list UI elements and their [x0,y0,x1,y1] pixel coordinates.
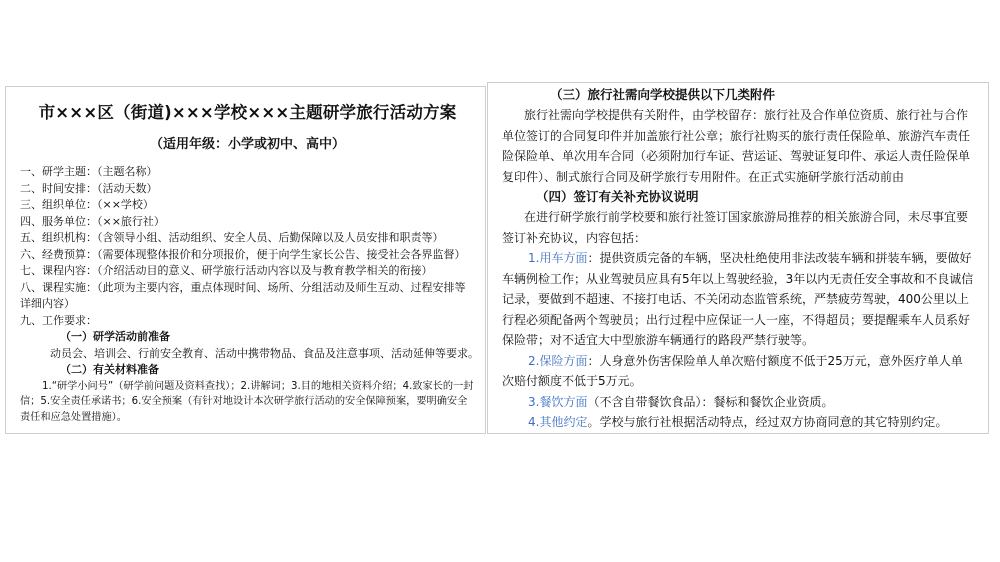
point-vehicle [502,248,974,351]
item-service: 四、服务单位：（××旅行社） [20,214,165,228]
section-pre-activity-text: 动员会、培训会、行前安全教育、活动中携带物品、食品及注意事项、活动延伸等要求。 [50,346,479,360]
point-insurance-text: ：人身意外伤害保险单人单次赔付额度不低于25万元，意外医疗单人单次赔付额度不低于5万元。 [502,353,963,388]
section-materials-title: （二）有关材料准备 [60,363,159,376]
item-theme: 一、研学主题：（主题名称） [20,165,158,178]
point-other-label: 4.其他约定 [528,415,588,429]
section-attachments-title: （三）旅行社需向学校提供以下几类附件 [550,87,776,102]
document-title: 市×××区（街道)×××学校×××主题研学旅行活动方案 [38,103,457,122]
item-organizer: 三、组织单位：（××学校） [20,198,154,211]
point-vehicle-label: 1.用车方面 [528,251,588,265]
point-catering [502,392,974,413]
right-document-panel [487,82,989,434]
point-catering-label: 3.餐饮方面 [528,394,588,409]
section-pre-activity-title: （一）研学活动前准备 [60,330,170,343]
point-other [502,412,974,433]
point-insurance-label: 2.保险方面 [528,353,588,368]
item-budget: 六、经费预算：（需要体现整体报价和分项报价，便于向学生家长公告、接受社会各界监督） [20,247,466,261]
section-agreement-text: 在进行研学旅行前学校要和旅行社签订国家旅游局推荐的相关旅游合同，未尽事宜要签订补充协议，内容包括： [502,210,969,245]
section-attachments-text: 旅行社需向学校提供有关附件，由学校留存：旅行社及合作单位资质、旅行社与合作单位签订的合同复印件并加盖旅行社公章；旅行社购买的旅行责任保险单、旅游汽车责任险保险单、单次用车合同（必须附加行车证、营运证、驾驶证复印件、承运人责任险保单复印件）、制式旅行合同及研学旅行专用附件。在正式实施研学旅行活动前由 [502,108,971,184]
section-agreement-title: （四）签订有关补充协议说明 [536,189,699,204]
point-insurance [502,351,974,392]
point-other-text: 。学校与旅行社根据活动特点，经过双方协商同意的其它特别约定。 [587,415,948,429]
item-course-implementation: 八、课程实施：（此项为主要内容，重点体现时间、场所、分组活动及师生互动、过程安排等详细内容） [20,280,466,310]
section-materials-text: 1.“研学小问号”（研学前问题及资料查找）；2.讲解词；3.目的地相关资料介绍；4.致家长的一封信；5.安全责任承诺书；6.安全预案（有针对地设计本次研学旅行活动的安全保障预案，要明确安全责任和应急处置措施）。 [20,380,474,423]
point-catering-text: （不含自带餐饮食品）：餐标和餐饮企业资质。 [587,394,834,409]
item-course-content: 七、课程内容：（介绍活动目的意义、研学旅行活动内容以及与教育教学相关的衔接） [20,264,433,277]
item-schedule: 二、时间安排：（活动天数） [20,181,158,195]
left-document-panel [5,86,486,434]
work-requirements-title: 九、工作要求： [20,313,97,327]
document-subtitle: （适用年级：小学或初中、高中） [149,137,345,152]
point-vehicle-text: ：提供资质完备的车辆，坚决杜绝使用非法改装车辆和拼装车辆，要做好车辆例检工作；从业驾驶员应具有5年以上驾驶经验，3年以内无责任安全事故和不良诚信记录，要做到不超速、不接打电话、不关闭动态监管系统，严禁疲劳驾驶，400公里以上行程必须配备两个驾驶员；出行过程中应保证一人一座，不得超员；要提醒乘车人员系好保险带；对不适宜大中型旅游车辆通行的路段严禁行驶等。 [502,251,974,347]
item-organization: 五、组织机构：（含领导小组、活动组织、安全人员、后勤保障以及人员安排和职责等） [20,231,444,244]
